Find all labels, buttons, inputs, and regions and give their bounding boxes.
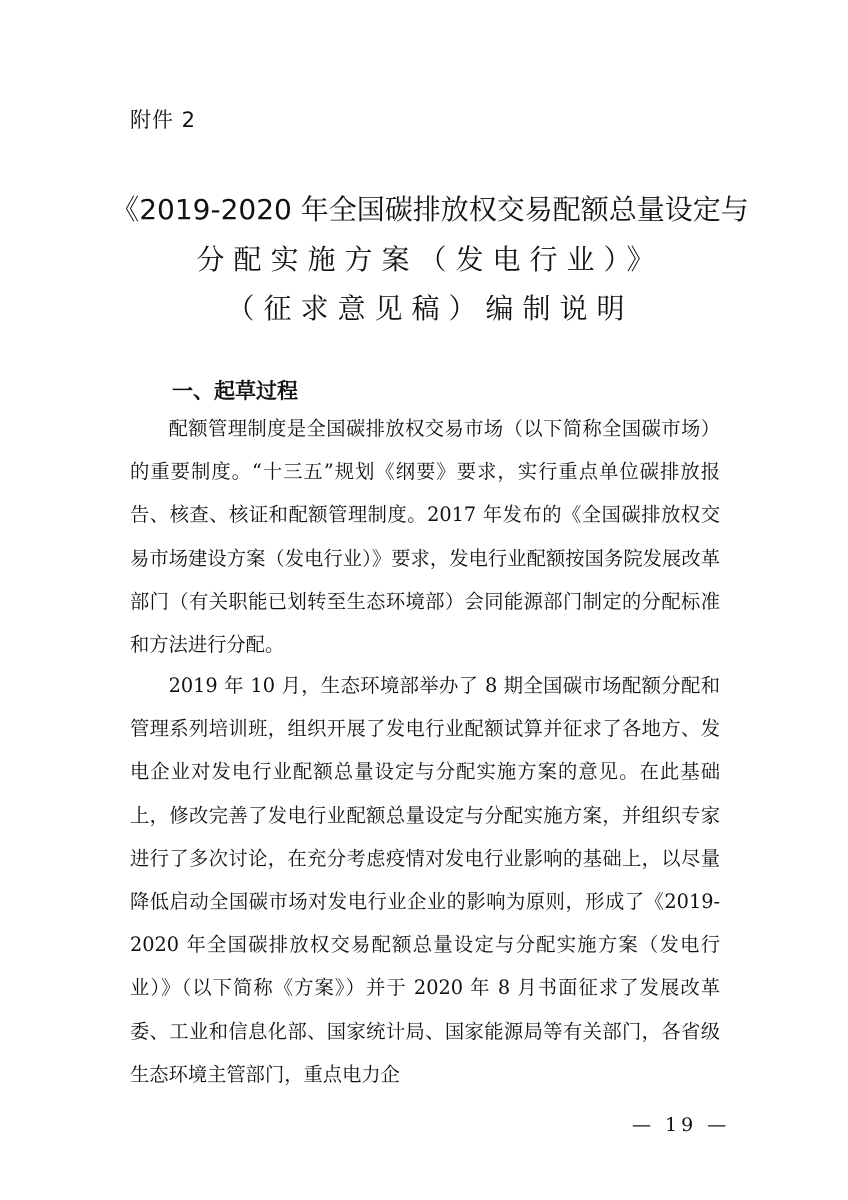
paragraph-2: 2019 年 10 月，生态环境部举办了 8 期全国碳市场配额分配和管理系列培训班，组织开展了发电行业配额试算并征求了各地方、发电企业对发电行业配额总量设定与分配实施方案的意见。在此基础上，修改完善了发电行业配额总量设定与分配实施方案，并组织专家进行了多次讨论，在充分考虑疫情对发电行业影响的基础上，以尽量降低启动全国碳市场对发电行业企业的影响为原则，形成了《2019-2020 年全国碳排放权交易配额总量设定与分配实施方案（发电行业）》（以下简称《方案》）并于 2020 年 8 月书面征求了发展改革委、工业和信息化部、国家统计局、国家能源局等有关部门，各省级生态环境主管部门，重点电力企 xyxy=(130,674,720,1086)
page-number: — 19 — xyxy=(632,1114,731,1136)
title-line-1: 《2019-2020 年全国碳排放权交易配额总量设定与 xyxy=(111,193,749,226)
section-heading: 一、起草过程 xyxy=(172,379,298,403)
paragraph-1: 配额管理制度是全国碳排放权交易市场（以下简称全国碳市场）的重要制度。“十三五”规划《纲要》要求，实行重点单位碳排放报告、核查、核证和配额管理制度。2017 年发布的《全国碳排放权交易市场建设方案（发电行业）》要求，发电行业配额按国务院发展改革部门（有关职能已划转至生态环境部）会同能源部门制定的分配标准和方法进行分配。 xyxy=(130,417,720,657)
attachment-label: 附件 2 xyxy=(130,108,197,132)
title-line-2: 分配实施方案（发电行业）》 xyxy=(196,243,664,276)
title-line-3: （征求意见稿）编制说明 xyxy=(226,292,634,325)
